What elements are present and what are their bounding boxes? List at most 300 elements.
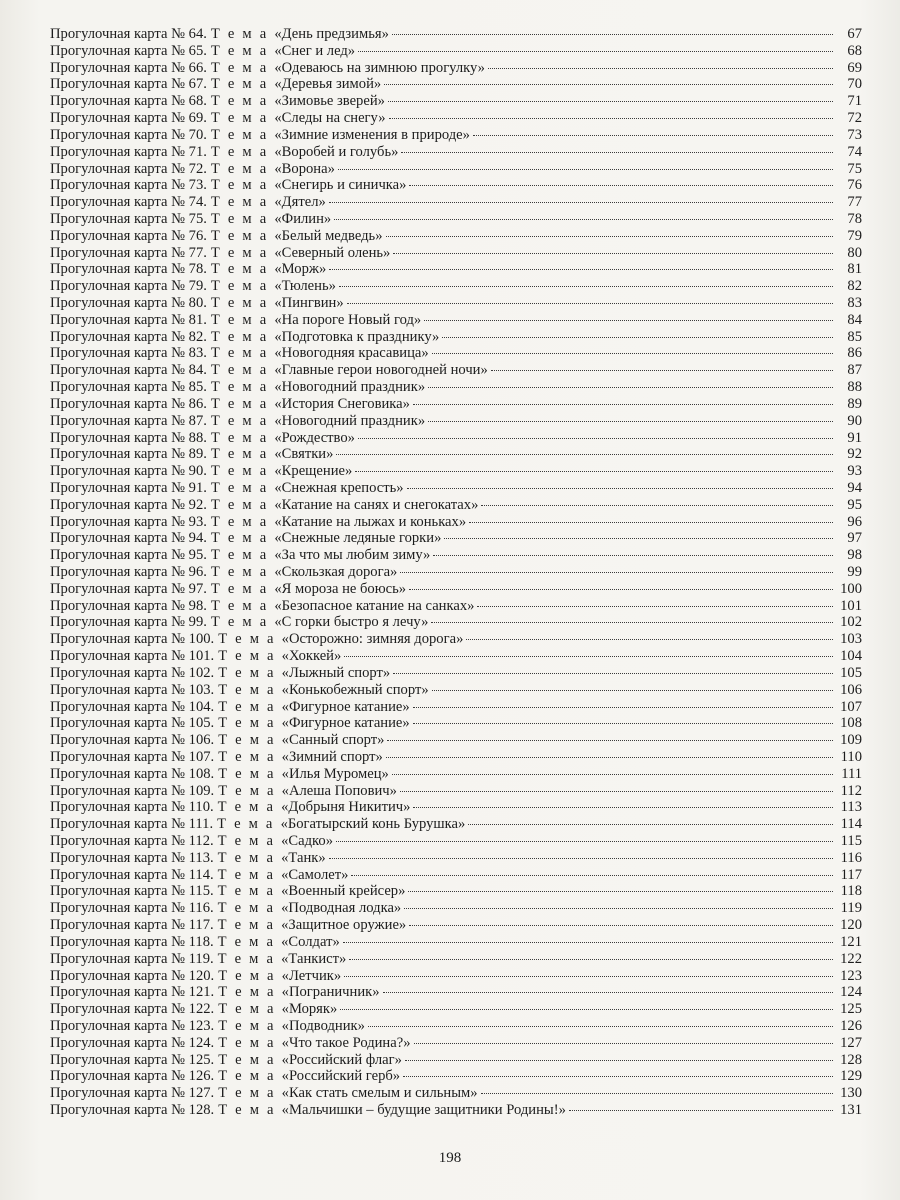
- entry-page-number: 106: [840, 681, 862, 698]
- entry-tema: Т е м а: [210, 446, 269, 463]
- entry-label: Прогулочная карта № 101.: [50, 648, 215, 665]
- entry-label: Прогулочная карта № 74.: [50, 194, 207, 211]
- entry-title: «Как стать смелым и сильным»: [281, 1085, 478, 1102]
- dot-leader: [336, 454, 833, 455]
- entry-page-number: 97: [847, 530, 862, 547]
- dot-leader: [358, 51, 833, 52]
- entry-tema: Т е м а: [210, 429, 269, 446]
- entry-tema: Т е м а: [210, 547, 269, 564]
- entry-tema: Т е м а: [210, 395, 269, 412]
- dot-leader: [392, 34, 833, 35]
- entry-page-number: 105: [840, 664, 862, 681]
- dot-leader: [433, 555, 833, 556]
- entry-label: Прогулочная карта № 116.: [50, 900, 214, 917]
- toc-entry: [50, 161, 862, 178]
- entry-tema: Т е м а: [210, 463, 269, 480]
- dot-leader: [343, 942, 833, 943]
- entry-label: Прогулочная карта № 95.: [50, 547, 207, 564]
- entry-page-number: 115: [840, 833, 862, 849]
- entry-tema: Т е м а: [218, 967, 276, 984]
- entry-title: «Крещение»: [274, 463, 353, 480]
- entry-tema: Т е м а: [210, 597, 269, 614]
- entry-page-number: 111: [841, 765, 862, 782]
- entry-title: «Российский флаг»: [281, 1051, 402, 1068]
- entry-tema: Т е м а: [218, 1085, 276, 1102]
- dot-leader: [409, 925, 833, 926]
- entry-title: «Конькобежный спорт»: [281, 681, 429, 698]
- entry-tema: Т е м а: [210, 26, 269, 42]
- toc-entry: [50, 430, 862, 447]
- entry-label: Прогулочная карта № 81.: [50, 311, 207, 328]
- table-of-contents: [50, 26, 862, 1119]
- entry-tema: Т е м а: [210, 362, 269, 379]
- toc-entry: [50, 446, 862, 463]
- dot-leader: [386, 236, 834, 237]
- entry-label: Прогулочная карта № 98.: [50, 597, 207, 614]
- dot-leader: [428, 387, 833, 388]
- entry-page-number: 98: [847, 547, 862, 564]
- entry-label: Прогулочная карта № 128.: [50, 1102, 215, 1118]
- entry-page-number: 79: [847, 227, 862, 244]
- entry-tema: Т е м а: [218, 664, 276, 681]
- toc-entry: [50, 396, 862, 413]
- toc-entry: [50, 362, 862, 379]
- entry-label: Прогулочная карта № 83.: [50, 345, 207, 362]
- entry-label: Прогулочная карта № 114.: [50, 866, 214, 883]
- entry-tema: Т е м а: [210, 345, 269, 362]
- dot-leader: [387, 740, 833, 741]
- entry-title: «Морж»: [274, 261, 327, 278]
- entry-page-number: 109: [840, 732, 862, 749]
- entry-title: «Снег и лед»: [274, 42, 356, 59]
- toc-entry: [50, 614, 862, 631]
- entry-tema: Т е м а: [210, 379, 269, 396]
- entry-title: «Пограничник»: [281, 984, 380, 1001]
- entry-title: «Подводник»: [281, 1017, 365, 1034]
- entry-title: «Илья Муромец»: [281, 765, 389, 782]
- entry-label: Прогулочная карта № 88.: [50, 429, 207, 446]
- entry-page-number: 120: [840, 917, 862, 934]
- toc-entry: [50, 43, 862, 60]
- dot-leader: [481, 505, 833, 506]
- toc-entry: [50, 900, 862, 917]
- entry-page-number: 107: [840, 698, 862, 715]
- dot-leader: [338, 169, 833, 170]
- entry-tema: Т е м а: [210, 227, 269, 244]
- entry-page-number: 104: [840, 648, 862, 665]
- dot-leader: [444, 538, 833, 539]
- entry-label: Прогулочная карта № 78.: [50, 261, 207, 278]
- entry-label: Прогулочная карта № 127.: [50, 1085, 215, 1102]
- toc-entry: [50, 1052, 862, 1069]
- entry-page-number: 127: [840, 1034, 862, 1051]
- entry-tema: Т е м а: [218, 748, 276, 765]
- entry-tema: Т е м а: [210, 295, 269, 311]
- toc-entry: [50, 1085, 862, 1102]
- entry-title: «Санный спорт»: [281, 732, 385, 749]
- entry-page-number: 99: [847, 564, 862, 580]
- toc-entry: [50, 480, 862, 497]
- entry-label: Прогулочная карта № 121.: [50, 984, 215, 1001]
- entry-title: «Снегирь и синичка»: [274, 177, 407, 194]
- dot-leader: [466, 639, 833, 640]
- entry-page-number: 96: [847, 513, 862, 530]
- entry-title: «Богатырский конь Бурушка»: [280, 816, 466, 833]
- dot-leader: [408, 891, 833, 892]
- entry-title: «Осторожно: зимняя дорога»: [281, 631, 464, 648]
- page-number: 198: [438, 1150, 462, 1166]
- entry-title: «Хоккей»: [281, 648, 342, 665]
- entry-title: «Воробей и голубь»: [274, 143, 399, 160]
- dot-leader: [386, 757, 833, 758]
- toc-entry: [50, 295, 862, 312]
- entry-tema: Т е м а: [218, 782, 276, 799]
- dot-leader: [401, 152, 833, 153]
- toc-entry: [50, 497, 862, 514]
- toc-entry: [50, 261, 862, 278]
- entry-page-number: 77: [847, 194, 862, 211]
- entry-tema: Т е м а: [210, 210, 269, 227]
- entry-title: «Моряк»: [281, 1001, 338, 1018]
- entry-label: Прогулочная карта № 76.: [50, 227, 207, 244]
- entry-title: «Главные герои новогодней ночи»: [274, 362, 488, 379]
- dot-leader: [469, 522, 833, 523]
- entry-tema: Т е м а: [217, 917, 276, 934]
- entry-page-number: 70: [847, 76, 862, 93]
- entry-label: Прогулочная карта № 72.: [50, 160, 207, 177]
- entry-page-number: 112: [840, 782, 862, 799]
- entry-title: «Белый медведь»: [274, 227, 383, 244]
- dot-leader: [481, 1093, 833, 1094]
- entry-tema: Т е м а: [210, 580, 269, 597]
- entry-title: «Военный крейсер»: [281, 883, 406, 900]
- toc-entry: [50, 379, 862, 396]
- entry-label: Прогулочная карта № 71.: [50, 143, 207, 160]
- dot-leader: [491, 370, 833, 371]
- dot-leader: [442, 337, 833, 338]
- toc-entry: [50, 1068, 862, 1085]
- toc-entry: [50, 463, 862, 480]
- entry-page-number: 91: [847, 429, 862, 446]
- dot-leader: [355, 471, 833, 472]
- entry-title: «За что мы любим зиму»: [274, 547, 431, 564]
- entry-title: «Добрыня Никитич»: [281, 799, 411, 816]
- entry-page-number: 75: [847, 160, 862, 177]
- entry-page-number: 78: [847, 210, 862, 227]
- entry-label: Прогулочная карта № 73.: [50, 177, 207, 194]
- dot-leader: [405, 1060, 833, 1061]
- entry-tema: Т е м а: [217, 883, 276, 900]
- dot-leader: [414, 1043, 834, 1044]
- entry-tema: Т е м а: [218, 715, 276, 732]
- dot-leader: [329, 202, 833, 203]
- toc-entry: [50, 816, 862, 833]
- entry-label: Прогулочная карта № 120.: [50, 967, 215, 984]
- entry-label: Прогулочная карта № 115.: [50, 883, 214, 900]
- entry-title: «Новогодний праздник»: [274, 412, 426, 429]
- dot-leader: [468, 824, 833, 825]
- entry-label: Прогулочная карта № 66.: [50, 59, 207, 76]
- dot-leader: [344, 976, 833, 977]
- toc-entry: [50, 883, 862, 900]
- entry-tema: Т е м а: [218, 631, 276, 648]
- entry-label: Прогулочная карта № 79.: [50, 278, 207, 295]
- entry-page-number: 76: [847, 177, 862, 194]
- entry-tema: Т е м а: [218, 698, 276, 715]
- entry-tema: Т е м а: [217, 900, 276, 917]
- entry-label: Прогулочная карта № 105.: [50, 715, 215, 732]
- entry-title: «Новогодний праздник»: [274, 379, 426, 396]
- entry-title: «На пороге Новый год»: [274, 311, 422, 328]
- toc-entry: [50, 211, 862, 228]
- entry-tema: Т е м а: [210, 614, 269, 631]
- entry-page-number: 126: [840, 1017, 862, 1034]
- toc-entry: [50, 833, 862, 850]
- entry-title: «Зимовье зверей»: [274, 93, 385, 110]
- entry-title: «Филин»: [274, 210, 332, 227]
- entry-page-number: 128: [840, 1051, 862, 1068]
- entry-page-number: 101: [840, 597, 862, 614]
- entry-page-number: 88: [847, 379, 862, 396]
- entry-title: «Фигурное катание»: [281, 715, 410, 732]
- entry-page-number: 130: [840, 1085, 862, 1102]
- entry-label: Прогулочная карта № 77.: [50, 244, 207, 261]
- entry-page-number: 95: [847, 496, 862, 513]
- toc-entry: [50, 631, 862, 648]
- entry-tema: Т е м а: [210, 177, 269, 194]
- entry-title: «Новогодняя красавица»: [274, 345, 429, 362]
- entry-tema: Т е м а: [210, 479, 269, 496]
- entry-tema: Т е м а: [218, 1102, 276, 1118]
- entry-title: «Ворона»: [274, 160, 335, 177]
- entry-label: Прогулочная карта № 94.: [50, 530, 207, 547]
- entry-label: Прогулочная карта № 65.: [50, 42, 207, 59]
- entry-label: Прогулочная карта № 67.: [50, 76, 207, 93]
- entry-page-number: 103: [840, 631, 862, 648]
- toc-entry: [50, 110, 862, 127]
- dot-leader: [389, 118, 834, 119]
- entry-title: «Летчик»: [281, 967, 342, 984]
- toc-entry: [50, 783, 862, 800]
- entry-page-number: 129: [840, 1068, 862, 1085]
- toc-entry: [50, 514, 862, 531]
- entry-label: Прогулочная карта № 106.: [50, 732, 215, 749]
- toc-entry: [50, 732, 862, 749]
- entry-page-number: 86: [847, 345, 862, 362]
- toc-entry: [50, 934, 862, 951]
- dot-leader: [329, 858, 833, 859]
- entry-page-number: 100: [840, 580, 862, 597]
- entry-title: «Снежная крепость»: [274, 479, 404, 496]
- entry-title: «Святки»: [274, 446, 334, 463]
- entry-tema: Т е м а: [210, 496, 269, 513]
- entry-page-number: 82: [847, 278, 862, 295]
- entry-label: Прогулочная карта № 110.: [50, 799, 214, 816]
- entry-page-number: 80: [847, 244, 862, 261]
- entry-title: «Танкист»: [281, 950, 347, 967]
- entry-label: Прогулочная карта № 93.: [50, 513, 207, 530]
- dot-leader: [473, 135, 833, 136]
- entry-label: Прогулочная карта № 92.: [50, 496, 207, 513]
- entry-title: «Зимние изменения в природе»: [274, 126, 470, 143]
- dot-leader: [344, 656, 833, 657]
- dot-leader: [413, 807, 833, 808]
- dot-leader: [404, 908, 833, 909]
- entry-page-number: 124: [840, 984, 862, 1001]
- entry-page-number: 131: [840, 1102, 862, 1118]
- entry-title: «Снежные ледяные горки»: [274, 530, 442, 547]
- entry-title: «Рождество»: [274, 429, 355, 446]
- entry-title: «День предзимья»: [274, 26, 389, 42]
- dot-leader: [349, 959, 833, 960]
- dot-leader: [383, 992, 833, 993]
- entry-label: Прогулочная карта № 111.: [50, 816, 214, 833]
- entry-title: «Одеваюсь на зимнюю прогулку»: [274, 59, 485, 76]
- toc-entry: [50, 93, 862, 110]
- entry-title: «Солдат»: [281, 933, 340, 950]
- entry-label: Прогулочная карта № 84.: [50, 362, 207, 379]
- entry-label: Прогулочная карта № 104.: [50, 698, 215, 715]
- dot-leader: [368, 1026, 833, 1027]
- entry-label: Прогулочная карта № 85.: [50, 379, 207, 396]
- dot-leader: [403, 1076, 833, 1077]
- toc-entry: [50, 699, 862, 716]
- entry-page-number: 93: [847, 463, 862, 480]
- toc-entry: [50, 749, 862, 766]
- entry-page-number: 85: [847, 328, 862, 345]
- dot-leader: [384, 84, 833, 85]
- entry-page-number: 89: [847, 395, 862, 412]
- toc-entry: [50, 648, 862, 665]
- dot-leader: [413, 707, 833, 708]
- entry-title: «История Снеговика»: [274, 395, 410, 412]
- entry-label: Прогулочная карта № 102.: [50, 664, 215, 681]
- entry-title: «Безопасное катание на санках»: [274, 597, 475, 614]
- dot-leader: [400, 572, 833, 573]
- entry-tema: Т е м а: [210, 42, 269, 59]
- entry-page-number: 123: [840, 967, 862, 984]
- entry-tema: Т е м а: [217, 816, 275, 833]
- dot-leader: [358, 438, 833, 439]
- toc-entry: [50, 76, 862, 93]
- dot-leader: [424, 320, 833, 321]
- entry-page-number: 72: [847, 110, 862, 127]
- entry-title: «Садко»: [281, 833, 334, 849]
- toc-entry: [50, 413, 862, 430]
- entry-label: Прогулочная карта № 64.: [50, 26, 207, 42]
- entry-tema: Т е м а: [217, 833, 276, 849]
- dot-leader: [409, 589, 833, 590]
- entry-label: Прогулочная карта № 70.: [50, 126, 207, 143]
- toc-entry: [50, 345, 862, 362]
- entry-page-number: 122: [840, 950, 862, 967]
- dot-leader: [400, 791, 833, 792]
- entry-title: «Лыжный спорт»: [281, 664, 391, 681]
- entry-page-number: 117: [840, 866, 862, 883]
- toc-entry: [50, 682, 862, 699]
- entry-label: Прогулочная карта № 82.: [50, 328, 207, 345]
- entry-label: Прогулочная карта № 112.: [50, 833, 214, 849]
- entry-page-number: 102: [840, 614, 862, 631]
- entry-tema: Т е м а: [218, 1068, 276, 1085]
- entry-title: «Самолет»: [281, 866, 349, 883]
- dot-leader: [409, 185, 833, 186]
- entry-title: «Танк»: [281, 849, 326, 866]
- entry-title: «Скользкая дорога»: [274, 564, 398, 580]
- entry-tema: Т е м а: [210, 76, 269, 93]
- entry-title: «Подводная лодка»: [281, 900, 402, 917]
- entry-title: «Фигурное катание»: [281, 698, 410, 715]
- entry-label: Прогулочная карта № 91.: [50, 479, 207, 496]
- entry-tema: Т е м а: [210, 311, 269, 328]
- dot-leader: [347, 303, 833, 304]
- entry-title: «Катание на лыжах и коньках»: [274, 513, 467, 530]
- toc-entry: [50, 177, 862, 194]
- dot-leader: [334, 219, 833, 220]
- toc-entry: [50, 984, 862, 1001]
- toc-entry: [50, 917, 862, 934]
- toc-entry: [50, 1018, 862, 1035]
- dot-leader: [336, 841, 833, 842]
- dot-leader: [428, 421, 833, 422]
- entry-tema: Т е м а: [210, 194, 269, 211]
- entry-label: Прогулочная карта № 124.: [50, 1034, 215, 1051]
- toc-entry: [50, 564, 862, 581]
- entry-title: «Мальчишки – будущие защитники Родины!»: [281, 1102, 566, 1118]
- entry-tema: Т е м а: [210, 59, 269, 76]
- dot-leader: [393, 253, 833, 254]
- entry-label: Прогулочная карта № 99.: [50, 614, 207, 631]
- entry-tema: Т е м а: [218, 1034, 276, 1051]
- toc-entry: [50, 329, 862, 346]
- entry-title: «Деревья зимой»: [274, 76, 382, 93]
- entry-tema: Т е м а: [210, 261, 269, 278]
- toc-entry: [50, 127, 862, 144]
- dot-leader: [339, 286, 833, 287]
- dot-leader: [413, 723, 833, 724]
- entry-page-number: 74: [847, 143, 862, 160]
- toc-entry: [50, 850, 862, 867]
- entry-label: Прогулочная карта № 123.: [50, 1017, 215, 1034]
- toc-entry: [50, 26, 862, 43]
- entry-label: Прогулочная карта № 125.: [50, 1051, 215, 1068]
- entry-title: «Катание на санях и снегокатах»: [274, 496, 479, 513]
- entry-tema: Т е м а: [218, 681, 276, 698]
- dot-leader: [569, 1110, 833, 1111]
- dot-leader: [329, 269, 833, 270]
- entry-tema: Т е м а: [217, 799, 276, 816]
- entry-tema: Т е м а: [210, 328, 269, 345]
- entry-page-number: 108: [840, 715, 862, 732]
- entry-tema: Т е м а: [210, 412, 269, 429]
- dot-leader: [477, 606, 833, 607]
- toc-entry: [50, 867, 862, 884]
- entry-tema: Т е м а: [218, 984, 276, 1001]
- entry-label: Прогулочная карта № 118.: [50, 933, 214, 950]
- entry-page-number: 67: [847, 26, 862, 42]
- entry-page-number: 114: [840, 816, 862, 833]
- entry-page-number: 83: [847, 295, 862, 311]
- toc-entry: [50, 799, 862, 816]
- entry-label: Прогулочная карта № 122.: [50, 1001, 215, 1018]
- entry-tema: Т е м а: [210, 564, 269, 580]
- toc-entry: [50, 1001, 862, 1018]
- entry-label: Прогулочная карта № 90.: [50, 463, 207, 480]
- entry-page-number: 90: [847, 412, 862, 429]
- entry-tema: Т е м а: [218, 765, 276, 782]
- entry-tema: Т е м а: [217, 866, 276, 883]
- entry-title: «Подготовка к празднику»: [274, 328, 440, 345]
